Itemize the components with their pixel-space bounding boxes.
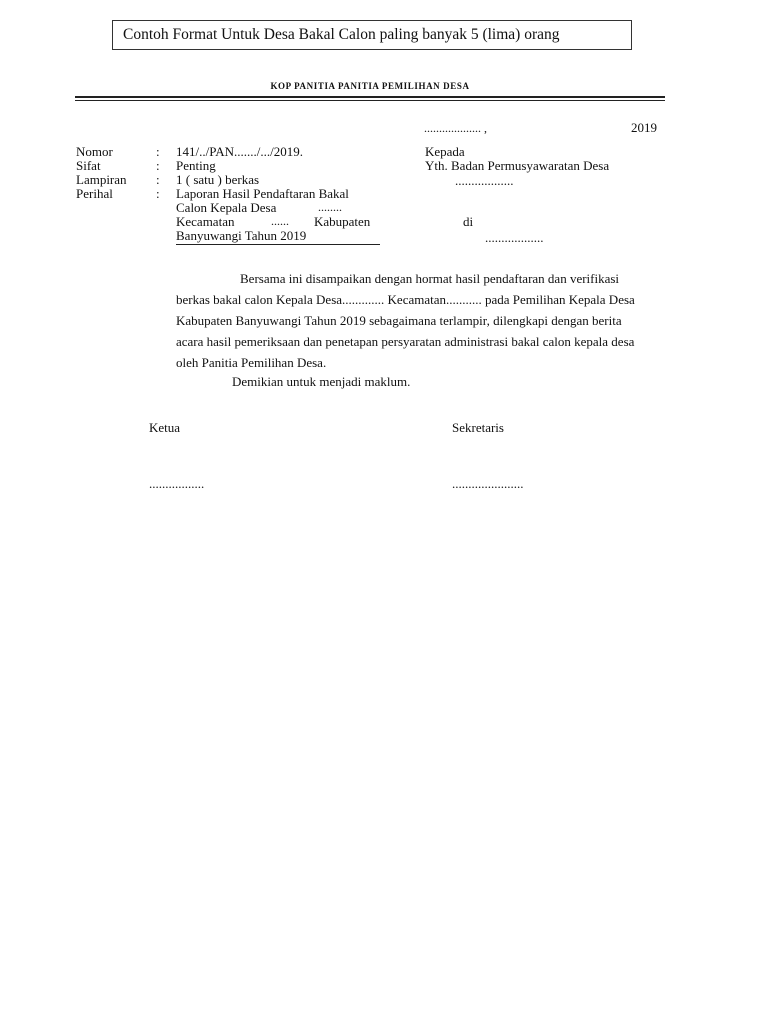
recipient-dots-1: .................. xyxy=(455,173,514,188)
body-paragraph-line-4: acara hasil pemeriksaan dan penetapan persyaratan administrasi bakal calon kepala desa xyxy=(176,334,635,349)
lampiran-label: Lampiran xyxy=(76,172,127,187)
body-paragraph-line-5: oleh Panitia Pemilihan Desa. xyxy=(176,355,327,370)
format-note-box: Contoh Format Untuk Desa Bakal Calon paling banyak 5 (lima) orang xyxy=(112,20,632,50)
recipient-di: di xyxy=(463,214,474,229)
perihal-line-3-dots: ...... xyxy=(271,214,289,228)
lampiran-colon: : xyxy=(156,172,160,187)
letterhead-rule-thin xyxy=(75,100,665,101)
perihal-label: Perihal xyxy=(76,186,113,201)
nomor-value: 141/../PAN......./.../2019. xyxy=(176,144,304,159)
date-year: 2019 xyxy=(631,120,657,135)
letterhead-title: KOP PANITIA PANITIA PEMILIHAN DESA xyxy=(270,81,470,91)
body-paragraph-line-3: Kabupaten Banyuwangi Tahun 2019 sebagaimana terlampir, dilengkapi dengan berita xyxy=(176,313,622,328)
signature-ketua-label: Ketua xyxy=(149,420,181,435)
perihal-line-2-dots: ........ xyxy=(318,200,342,214)
sifat-colon: : xyxy=(156,158,160,173)
perihal-colon: : xyxy=(156,186,160,201)
body-paragraph-line-2: berkas bakal calon Kepala Desa............. Kecamatan........... pada Pemilihan Kepala Desa xyxy=(176,292,635,307)
sifat-label: Sifat xyxy=(76,158,101,173)
signature-sekretaris-label: Sekretaris xyxy=(452,420,504,435)
recipient-dots-2: .................. xyxy=(485,230,544,245)
closing-sentence: Demikian untuk menjadi maklum. xyxy=(232,374,411,389)
nomor-label: Nomor xyxy=(76,144,113,159)
date-place: ................... , xyxy=(424,121,487,135)
perihal-underline xyxy=(176,244,380,245)
letterhead-rule-thick xyxy=(75,96,665,98)
signature-ketua-dots: ................. xyxy=(149,476,205,491)
signature-sekretaris-dots: ...................... xyxy=(452,476,524,491)
sifat-value: Penting xyxy=(176,158,216,173)
nomor-colon: : xyxy=(156,144,160,159)
perihal-line-4: Banyuwangi Tahun 2019 xyxy=(176,228,307,243)
recipient-yth: Yth. Badan Permusyawaratan Desa xyxy=(425,158,610,173)
recipient-kepada: Kepada xyxy=(425,144,465,159)
lampiran-value: 1 ( satu ) berkas xyxy=(176,172,260,187)
perihal-line-3: Kecamatan xyxy=(176,214,235,229)
perihal-line-3-kabupaten: Kabupaten xyxy=(314,214,371,229)
body-paragraph-line-1: Bersama ini disampaikan dengan hormat hasil pendaftaran dan verifikasi xyxy=(240,271,620,286)
perihal-line-2: Calon Kepala Desa xyxy=(176,200,277,215)
perihal-line-1: Laporan Hasil Pendaftaran Bakal xyxy=(176,186,349,201)
